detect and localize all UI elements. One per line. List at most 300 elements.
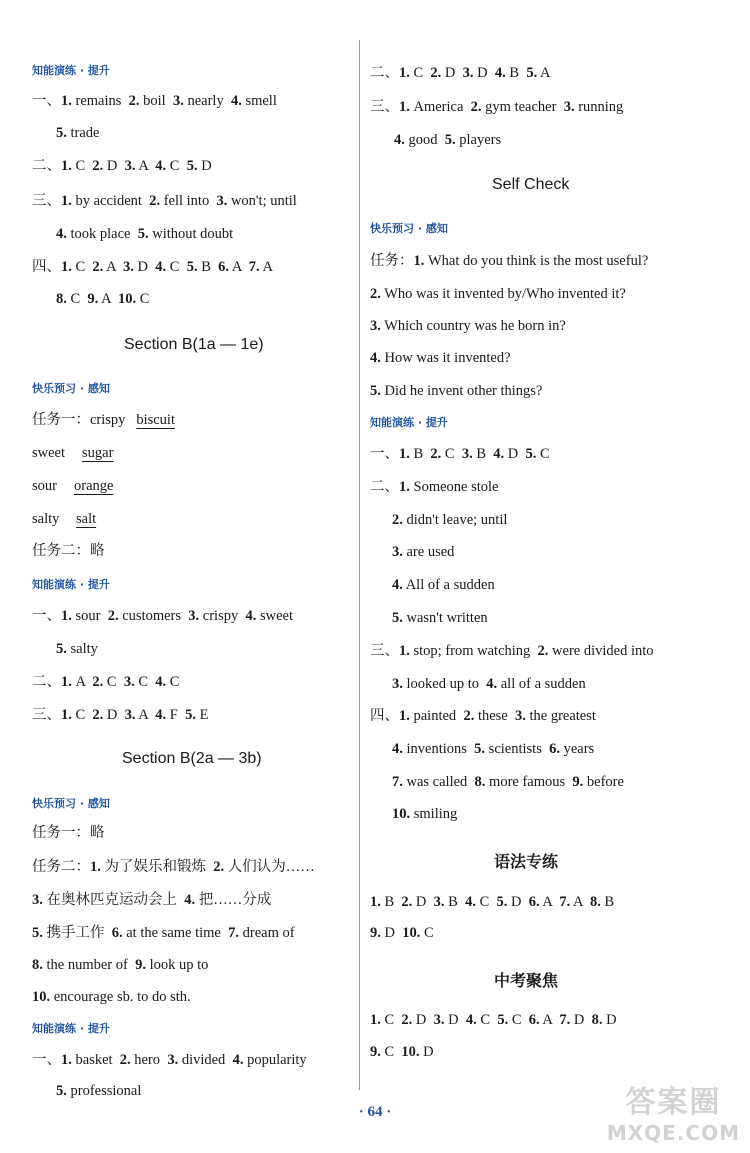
question-number: 3. (461, 446, 473, 462)
question-number: 4. (392, 741, 403, 757)
answer-text: C (420, 925, 434, 941)
answer-text: B (197, 259, 219, 275)
answer-text: Who was it invented by/Who invented it? (380, 286, 626, 302)
answer-text: 二、 (32, 158, 61, 174)
answer-text: A (539, 1012, 560, 1028)
question-number: 1. (399, 99, 410, 115)
section-tag: 知能演练 · 提升 (32, 578, 110, 591)
question-number: 1. (370, 1012, 381, 1028)
answer-line (32, 891, 271, 909)
answer-text: by accident (71, 193, 150, 209)
answer-text: D (133, 259, 156, 275)
question-number: 4. (56, 226, 67, 242)
question-number: 7. (559, 1012, 571, 1028)
question-number: 1. (61, 1052, 72, 1068)
question-number: 3. (514, 708, 526, 724)
section-heading: Self Check (492, 176, 570, 193)
answer-text: without doubt (148, 226, 234, 242)
underlined-answer: salt (76, 511, 97, 527)
question-number: 6. (528, 894, 540, 910)
answer-text: A (135, 707, 156, 723)
question-number: 1. (370, 894, 381, 910)
question-number: 1. (90, 859, 101, 875)
answer-text: 任务： (370, 253, 414, 269)
answer-text: C (380, 1044, 402, 1060)
answer-line (32, 192, 297, 210)
answer-text: C (441, 446, 462, 462)
question-number: 5. (56, 125, 67, 141)
answer-text: C (71, 259, 93, 275)
answer-text: A (229, 259, 249, 275)
answer-text: D (380, 925, 403, 941)
answer-line (370, 317, 566, 335)
question-number: 8. (56, 291, 67, 307)
section-tag: 知能演练 · 提升 (32, 1022, 110, 1035)
question-number: 1. (399, 643, 410, 659)
question-number: 5. (32, 925, 43, 941)
answer-text: 在奥林匹克运动会上 (42, 892, 185, 908)
question-number: 9. (572, 774, 584, 790)
answer-line (56, 124, 99, 142)
word-pair (32, 444, 113, 462)
question-number: 7. (392, 774, 403, 790)
question-number: 3. (216, 193, 228, 209)
answer-text: these (474, 708, 515, 724)
question-number: 9. (370, 1044, 381, 1060)
answer-text: fell into (160, 193, 217, 209)
question-number: 4. (155, 158, 167, 174)
answer-line (32, 706, 208, 724)
answer-text: C (166, 674, 180, 690)
answer-text: C (134, 674, 156, 690)
question-number: 10. (32, 989, 51, 1005)
answer-line (32, 92, 277, 110)
answer-text: 人们认为…… (224, 859, 315, 875)
answer-text: B (409, 446, 431, 462)
question-number: 1. (61, 707, 72, 723)
question-number: 8. (32, 957, 43, 973)
question-number: 3. (392, 676, 403, 692)
answer-text: more famous (485, 774, 573, 790)
answer-text: 三、 (32, 193, 61, 209)
question-number: 5. (474, 741, 486, 757)
answer-text: didn't leave; until (402, 512, 508, 528)
answer-text: 三、 (370, 643, 399, 659)
answer-text: 一、 (32, 608, 61, 624)
answer-line (32, 157, 212, 175)
question-number: 2. (470, 99, 482, 115)
section-tag: 快乐预习 · 感知 (32, 797, 110, 810)
answer-text: salty (66, 641, 98, 657)
answer-text: 携手工作 (42, 925, 112, 941)
answer-text: C (536, 446, 550, 462)
question-number: 2. (213, 859, 225, 875)
question-number: 6. (549, 741, 560, 757)
answer-text: trade (66, 125, 100, 141)
answer-text: wasn't written (402, 610, 488, 626)
answer-line (392, 511, 507, 529)
answer-text: 为了娱乐和锻炼 (100, 859, 214, 875)
question-number: 2. (119, 1052, 131, 1068)
question-number: 5. (444, 132, 456, 148)
answer-text: D (441, 65, 463, 81)
answer-line (392, 805, 457, 823)
question-number: 4. (155, 674, 167, 690)
watermark-text: 答案圈 (625, 1085, 722, 1120)
section-tag: 知能演练 · 提升 (32, 64, 110, 77)
answer-text: C (71, 707, 93, 723)
word-pair (32, 510, 96, 528)
question-number: 1. (61, 158, 72, 174)
question-number: 4. (245, 608, 257, 624)
answer-text: 二、 (370, 65, 399, 81)
question-number: 2. (537, 643, 549, 659)
answer-text: the greatest (525, 708, 596, 724)
question-number: 3. (563, 99, 575, 115)
answer-text: A (98, 291, 119, 307)
question-number: 5. (137, 226, 149, 242)
answer-line (370, 445, 550, 463)
question-number: 3. (123, 674, 135, 690)
answer-text: C (508, 1012, 529, 1028)
answer-text: 一、 (370, 446, 399, 462)
answer-text: basket (71, 1052, 120, 1068)
answer-text: D (412, 1012, 434, 1028)
answer-line (32, 607, 293, 625)
answer-text: 把……分成 (195, 892, 272, 908)
question-number: 5. (56, 1083, 67, 1099)
question-number: 5. (185, 707, 196, 723)
answer-text: were divided into (548, 643, 654, 659)
question-number: 2. (463, 708, 475, 724)
question-number: 4. (493, 446, 505, 462)
question-number: 2. (92, 259, 104, 275)
answer-text: D (444, 1012, 466, 1028)
answer-text: smiling (410, 806, 458, 822)
answer-text: remains (71, 93, 129, 109)
answer-text: A (103, 259, 124, 275)
answer-text: sweet (256, 608, 293, 624)
answer-text: B (380, 894, 402, 910)
question-number: 5. (525, 446, 537, 462)
question-number: 2. (92, 674, 104, 690)
question-number: 2. (430, 446, 442, 462)
answer-text: boil (139, 93, 173, 109)
answer-text: D (103, 707, 125, 723)
answer-text: A (537, 65, 551, 81)
question-number: 3. (124, 707, 136, 723)
question-number: 10. (401, 1044, 420, 1060)
question-number: 9. (135, 957, 146, 973)
answer-line (56, 290, 149, 308)
answer-text: C (409, 65, 431, 81)
answer-line (32, 258, 273, 276)
question-number: 9. (370, 925, 381, 941)
question-number: 3. (172, 93, 184, 109)
answer-text: A (135, 158, 156, 174)
section-heading: Section B(1a — 1e) (124, 336, 264, 353)
section-heading: 语法专练 (494, 854, 559, 871)
answer-text: 三、 (370, 99, 399, 115)
answer-text: before (583, 774, 624, 790)
answer-text: C (166, 158, 187, 174)
answer-line (32, 1051, 307, 1069)
question-number: 2. (370, 286, 381, 302)
question-number: 2. (107, 608, 119, 624)
underlined-answer: biscuit (136, 412, 175, 428)
answer-line (392, 773, 624, 791)
question-number: 10. (392, 806, 411, 822)
answer-line (56, 640, 98, 658)
answer-text: A (259, 259, 273, 275)
section-heading: 中考聚焦 (494, 973, 559, 990)
question-number: 1. (399, 708, 410, 724)
watermark-url: MXQE.COM (606, 1121, 740, 1145)
answer-text: D (507, 894, 529, 910)
answer-text: good (404, 132, 445, 148)
answer-text: look up to (145, 957, 209, 973)
answer-text: smell (241, 93, 277, 109)
answer-text: E (195, 707, 209, 723)
question-number: 2. (401, 1012, 413, 1028)
answer-text: stop; from watching (409, 643, 538, 659)
answer-text: 一、 (32, 1052, 61, 1068)
answer-text: looked up to (402, 676, 487, 692)
question-number: 4. (230, 93, 242, 109)
question-number: 2. (92, 158, 104, 174)
answer-text: D (412, 894, 434, 910)
answer-line (32, 924, 295, 942)
answer-text: dream of (239, 925, 295, 941)
answer-text: D (504, 446, 526, 462)
answer-text: 一、 (32, 93, 61, 109)
question-number: 5. (497, 1012, 509, 1028)
answer-text: divided (178, 1052, 233, 1068)
answer-line (370, 707, 596, 725)
answer-text: took place (66, 226, 138, 242)
question-number: 3. (188, 608, 200, 624)
question-number: 1. (399, 479, 410, 495)
answer-text: D (103, 158, 125, 174)
answer-text: encourage sb. to do sth. (50, 989, 191, 1005)
answer-line (370, 924, 434, 942)
answer-text: D (473, 65, 495, 81)
answer-text: D (197, 158, 212, 174)
answer-text: won't; until (227, 193, 297, 209)
answer-text: D (570, 1012, 592, 1028)
answer-text: sour (71, 608, 108, 624)
question-number: 4. (232, 1052, 244, 1068)
answer-text: painted (409, 708, 464, 724)
answer-text: gym teacher (481, 99, 564, 115)
question-number: 8. (589, 894, 601, 910)
answer-text: D (419, 1044, 434, 1060)
question-number: 7. (228, 925, 239, 941)
question-number: 1. (61, 608, 72, 624)
question-number: 6. (218, 259, 229, 275)
answer-text: hero (130, 1052, 168, 1068)
answer-text: Someone stole (409, 479, 499, 495)
question-number: 10. (118, 291, 137, 307)
answer-text: C (136, 291, 150, 307)
question-number: 9. (87, 291, 99, 307)
question-number: 4. (494, 65, 506, 81)
question-number: 4. (486, 676, 498, 692)
column-divider (359, 40, 360, 1090)
question-number: 2. (392, 512, 403, 528)
answer-line (392, 609, 488, 627)
question-number: 4. (392, 577, 403, 593)
answer-text: the number of (42, 957, 136, 973)
answer-line (370, 252, 648, 270)
answer-text: C (380, 1012, 402, 1028)
task-line: 任务二：略 (32, 543, 105, 559)
question-number: 8. (591, 1012, 603, 1028)
answer-text: C (166, 259, 187, 275)
answer-text: crispy (199, 608, 246, 624)
question-number: 3. (32, 892, 43, 908)
answer-text: 任务二： (32, 859, 90, 875)
question-number: 5. (370, 383, 381, 399)
answer-text: C (66, 291, 88, 307)
answer-line (392, 740, 594, 758)
answer-text: years (559, 741, 595, 757)
section-tag: 快乐预习 · 感知 (370, 222, 448, 235)
answer-text: What do you think is the most useful? (424, 253, 649, 269)
question-number: 3. (123, 259, 134, 275)
answer-text: 三、 (32, 707, 61, 723)
answer-text: 四、 (370, 708, 399, 724)
question-number: 2. (128, 93, 140, 109)
question-number: 3. (462, 65, 474, 81)
question-number: 1. (61, 674, 72, 690)
question-number: 2. (401, 894, 413, 910)
question-number: 1. (399, 446, 410, 462)
question-number: 2. (430, 65, 442, 81)
question-number: 5. (186, 158, 198, 174)
answer-text: 四、 (32, 259, 61, 275)
underlined-answer: sugar (82, 445, 114, 461)
answer-text: Which country was he born in? (380, 318, 566, 334)
pair-word: salty (32, 511, 60, 527)
question-number: 1. (399, 65, 410, 81)
question-number: 3. (433, 1012, 445, 1028)
answer-text: America (409, 99, 471, 115)
question-number: 1. (61, 93, 72, 109)
watermark-logo (607, 1077, 740, 1145)
answer-text: scientists (485, 741, 550, 757)
question-number: 4. (465, 894, 476, 910)
word-pair (32, 477, 113, 495)
answer-line (394, 131, 501, 149)
answer-line (370, 893, 614, 911)
answer-text: A (570, 894, 590, 910)
answer-text: A (539, 894, 560, 910)
question-number: 8. (474, 774, 486, 790)
question-number: 4. (465, 1012, 477, 1028)
answer-text: popularity (243, 1052, 307, 1068)
answer-line (56, 225, 233, 243)
answer-text: at the same time (122, 925, 229, 941)
question-number: 5. (56, 641, 67, 657)
question-number: 3. (433, 894, 445, 910)
answer-text: B (600, 894, 615, 910)
answer-text: D (602, 1012, 617, 1028)
answer-text: C (476, 1012, 498, 1028)
answer-text: B (444, 894, 466, 910)
answer-text: C (475, 894, 497, 910)
underlined-answer: orange (74, 478, 114, 494)
answer-line (370, 642, 654, 660)
question-number: 10. (402, 925, 421, 941)
answer-line (392, 576, 495, 594)
answer-line (370, 64, 550, 82)
question-number: 4. (155, 259, 167, 275)
question-number: 2. (149, 193, 161, 209)
answer-text: C (71, 158, 93, 174)
answer-text: 二、 (370, 479, 399, 495)
answer-text: inventions (402, 741, 475, 757)
answer-line (392, 543, 454, 561)
task-label: 任务一：crispy (32, 412, 126, 428)
question-number: 1. (413, 253, 425, 269)
answer-line (32, 673, 179, 691)
answer-text: customers (118, 608, 189, 624)
question-number: 3. (370, 318, 381, 334)
question-number: 7. (559, 894, 571, 910)
answer-line (392, 675, 586, 693)
question-number: 6. (111, 925, 123, 941)
answer-text: F (166, 707, 186, 723)
answer-line (56, 1082, 141, 1100)
answer-line (370, 382, 542, 400)
question-number: 6. (528, 1012, 540, 1028)
section-heading: Section B(2a — 3b) (122, 750, 262, 767)
answer-text: A (71, 674, 93, 690)
question-number: 3. (392, 544, 403, 560)
question-number: 1. (61, 259, 72, 275)
answer-text: running (574, 99, 624, 115)
question-number: 5. (496, 894, 508, 910)
pair-word: sweet (32, 445, 66, 461)
answer-text: 二、 (32, 674, 61, 690)
question-number: 4. (155, 707, 167, 723)
answer-text: are used (402, 544, 455, 560)
question-number: 5. (186, 259, 198, 275)
answer-line (32, 956, 208, 974)
answer-line (370, 349, 511, 367)
answer-text: all of a sudden (497, 676, 586, 692)
answer-line (32, 858, 315, 876)
answer-line (32, 988, 191, 1006)
answer-text: Did he invent other things? (380, 383, 543, 399)
answer-line (370, 1043, 434, 1061)
question-number: 3. (124, 158, 136, 174)
question-number: 4. (370, 350, 381, 366)
question-number: 2. (92, 707, 104, 723)
task-line (32, 411, 175, 429)
answer-text: B (505, 65, 527, 81)
page-number: · 64 · (358, 1104, 392, 1120)
question-number: 4. (394, 132, 405, 148)
question-number: 3. (167, 1052, 179, 1068)
answer-line (370, 478, 498, 496)
answer-text: players (455, 132, 502, 148)
question-number: 1. (61, 193, 72, 209)
answer-line (370, 98, 623, 116)
answer-line (370, 285, 626, 303)
answer-text: B (472, 446, 494, 462)
